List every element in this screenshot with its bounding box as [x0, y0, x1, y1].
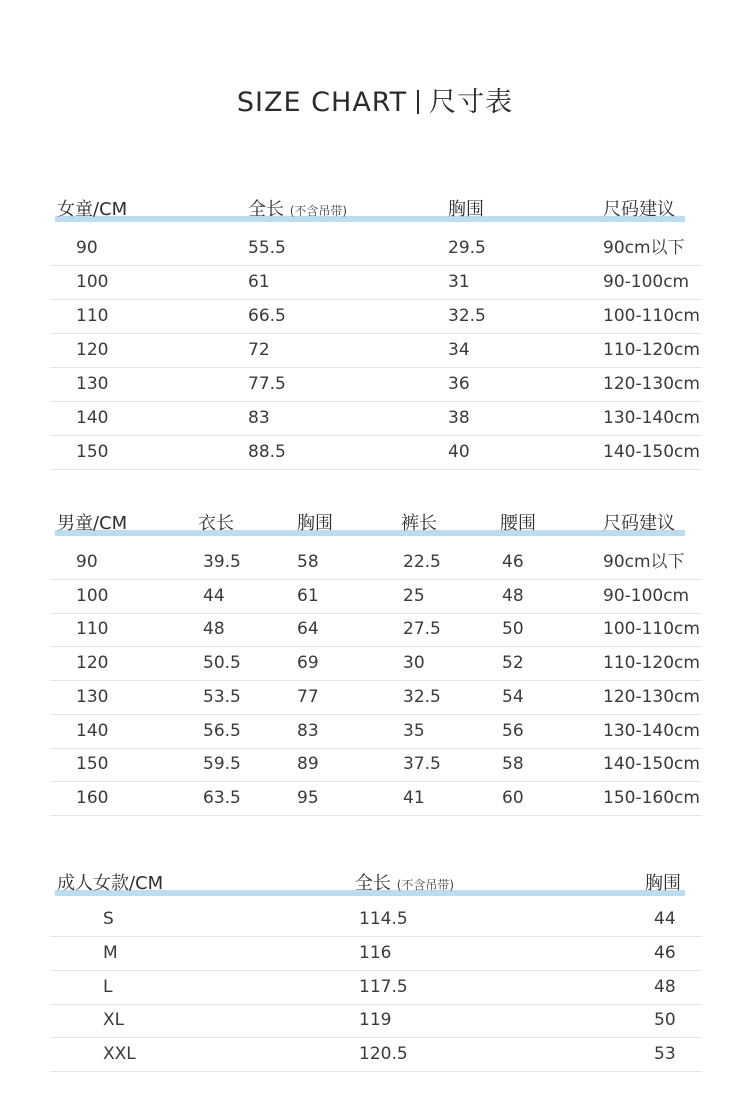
table-cell: 110-120cm — [603, 340, 700, 360]
table-cell: 77.5 — [248, 374, 286, 394]
table-cell: 120 — [76, 340, 109, 360]
table-cell: 44 — [203, 585, 225, 606]
table-cell: 37.5 — [403, 754, 441, 775]
table-cell: 61 — [248, 272, 270, 292]
table-cell: 120-130cm — [603, 686, 700, 707]
table-row — [50, 903, 702, 937]
table-cell: 32.5 — [403, 686, 441, 707]
table-cell: 90 — [76, 238, 98, 258]
table-cell: 22.5 — [403, 552, 441, 572]
table-cell: 50 — [654, 1010, 676, 1031]
table-cell: 110 — [76, 306, 109, 326]
table-cell: 130 — [76, 374, 109, 394]
table-cell: 27.5 — [403, 619, 441, 640]
table-cell: 160 — [76, 787, 109, 808]
table-row — [50, 402, 702, 436]
table-cell: 46 — [654, 942, 676, 963]
title-divider — [417, 90, 419, 114]
table-cell: 72 — [248, 340, 270, 360]
table-cell: 36 — [448, 374, 470, 394]
table-row — [50, 782, 702, 816]
table-cell: 56 — [502, 720, 524, 741]
table-cell: 90-100cm — [603, 272, 690, 292]
table-cell: 120 — [76, 653, 109, 674]
table-cell: 110 — [76, 619, 109, 640]
table-cell: 52 — [502, 653, 524, 674]
table-cell: 69 — [297, 653, 319, 674]
table-row — [50, 1038, 702, 1072]
page-title — [0, 80, 750, 119]
table-cell: 140 — [76, 408, 109, 428]
table-row — [50, 368, 702, 402]
table-row — [50, 1004, 702, 1038]
girls-header-suggest: 尺码建议 — [603, 199, 675, 220]
women-header-length-label: 全长 — [355, 873, 391, 894]
table-cell: 150 — [76, 442, 109, 462]
header-highlight-bar — [55, 216, 685, 222]
table-cell: 90-100cm — [603, 585, 690, 606]
table-cell: 46 — [502, 552, 524, 572]
table-cell: 150-160cm — [603, 787, 700, 808]
table-cell: 90cm以下 — [603, 552, 685, 572]
table-cell: 120-130cm — [603, 374, 700, 394]
table-row — [50, 715, 702, 749]
boys-header-waist: 腰围 — [500, 513, 536, 534]
table-cell: 38 — [448, 408, 470, 428]
table-cell: 53.5 — [203, 686, 241, 707]
table-cell: 130 — [76, 686, 109, 707]
table-cell: 35 — [403, 720, 425, 741]
table-cell: 83 — [248, 408, 270, 428]
table-cell: 59.5 — [203, 754, 241, 775]
table-cell: 30 — [403, 653, 425, 674]
table-cell: 90 — [76, 552, 98, 572]
boys-header-chest: 胸围 — [297, 513, 333, 534]
table-cell: XXL — [103, 1044, 136, 1065]
table-cell: 100 — [76, 585, 109, 606]
table-cell: 83 — [297, 720, 319, 741]
table-cell: 58 — [297, 552, 319, 572]
title-zh: 尺寸表 — [429, 87, 514, 118]
table-cell: 53 — [654, 1044, 676, 1065]
table-cell: 39.5 — [203, 552, 241, 572]
girls-header-length — [248, 198, 347, 223]
table-cell: 114.5 — [359, 909, 408, 929]
table-cell: 120.5 — [359, 1044, 408, 1065]
table-cell: 130-140cm — [603, 720, 700, 741]
table-row — [50, 436, 702, 470]
women-header-size: 成人女款/CM — [57, 873, 164, 894]
table-cell: 117.5 — [359, 976, 408, 997]
table-cell: 48 — [502, 585, 524, 606]
women-header-length-note: (不含吊带) — [396, 878, 455, 892]
table-row — [50, 748, 702, 782]
table-cell: 61 — [297, 585, 319, 606]
table-cell: 56.5 — [203, 720, 241, 741]
table-cell: 116 — [359, 942, 392, 963]
table-cell: 25 — [403, 585, 425, 606]
table-row — [50, 971, 702, 1005]
table-cell: 40 — [448, 442, 470, 462]
table-row — [50, 580, 702, 614]
table-row — [50, 681, 702, 715]
table-cell: 44 — [654, 909, 676, 929]
table-cell: 100-110cm — [603, 619, 700, 640]
table-cell: 29.5 — [448, 238, 486, 258]
title-en: SIZE CHART — [236, 87, 408, 118]
girls-header-chest: 胸围 — [448, 199, 484, 220]
table-cell: S — [103, 909, 114, 929]
table-cell: 77 — [297, 686, 319, 707]
table-cell: 130-140cm — [603, 408, 700, 428]
table-cell: 64 — [297, 619, 319, 640]
table-cell: 100-110cm — [603, 306, 700, 326]
boys-header-pants-length: 裤长 — [401, 513, 437, 534]
table-cell: 50.5 — [203, 653, 241, 674]
table-cell: 58 — [502, 754, 524, 775]
table-row — [50, 613, 702, 647]
table-cell: 31 — [448, 272, 470, 292]
table-row — [50, 937, 702, 971]
table-cell: 48 — [654, 976, 676, 997]
girls-header-row — [0, 198, 750, 226]
table-row — [50, 546, 702, 580]
table-row — [50, 266, 702, 300]
table-row — [50, 647, 702, 681]
table-cell: L — [103, 976, 113, 997]
table-row — [50, 232, 702, 266]
boys-header-row — [0, 512, 750, 540]
table-cell: 55.5 — [248, 238, 286, 258]
table-cell: 140 — [76, 720, 109, 741]
women-header-length — [355, 872, 454, 897]
girls-header-length-label: 全长 — [248, 199, 284, 220]
women-header-chest: 胸围 — [645, 873, 681, 894]
table-cell: 140-150cm — [603, 442, 700, 462]
table-cell: 34 — [448, 340, 470, 360]
girls-header-size: 女童/CM — [57, 199, 128, 220]
table-cell: 140-150cm — [603, 754, 700, 775]
table-cell: 50 — [502, 619, 524, 640]
women-header-row — [0, 872, 750, 900]
girls-header-length-note: (不含吊带) — [289, 204, 348, 218]
table-row — [50, 300, 702, 334]
boys-header-size: 男童/CM — [57, 513, 128, 534]
table-cell: 90cm以下 — [603, 238, 685, 258]
table-cell: 119 — [359, 1010, 392, 1031]
table-cell: 32.5 — [448, 306, 486, 326]
table-cell: 150 — [76, 754, 109, 775]
boys-header-top-length: 衣长 — [198, 513, 234, 534]
table-cell: 66.5 — [248, 306, 286, 326]
table-cell: 48 — [203, 619, 225, 640]
table-cell: 100 — [76, 272, 109, 292]
header-highlight-bar — [55, 530, 685, 536]
table-cell: 110-120cm — [603, 653, 700, 674]
table-cell: M — [103, 942, 118, 963]
table-cell: 89 — [297, 754, 319, 775]
table-cell: 88.5 — [248, 442, 286, 462]
table-cell: 41 — [403, 787, 425, 808]
table-cell: 63.5 — [203, 787, 241, 808]
table-cell: 95 — [297, 787, 319, 808]
table-cell: XL — [103, 1010, 125, 1031]
table-row — [50, 334, 702, 368]
table-cell: 60 — [502, 787, 524, 808]
table-cell: 54 — [502, 686, 524, 707]
boys-header-suggest: 尺码建议 — [603, 513, 675, 534]
